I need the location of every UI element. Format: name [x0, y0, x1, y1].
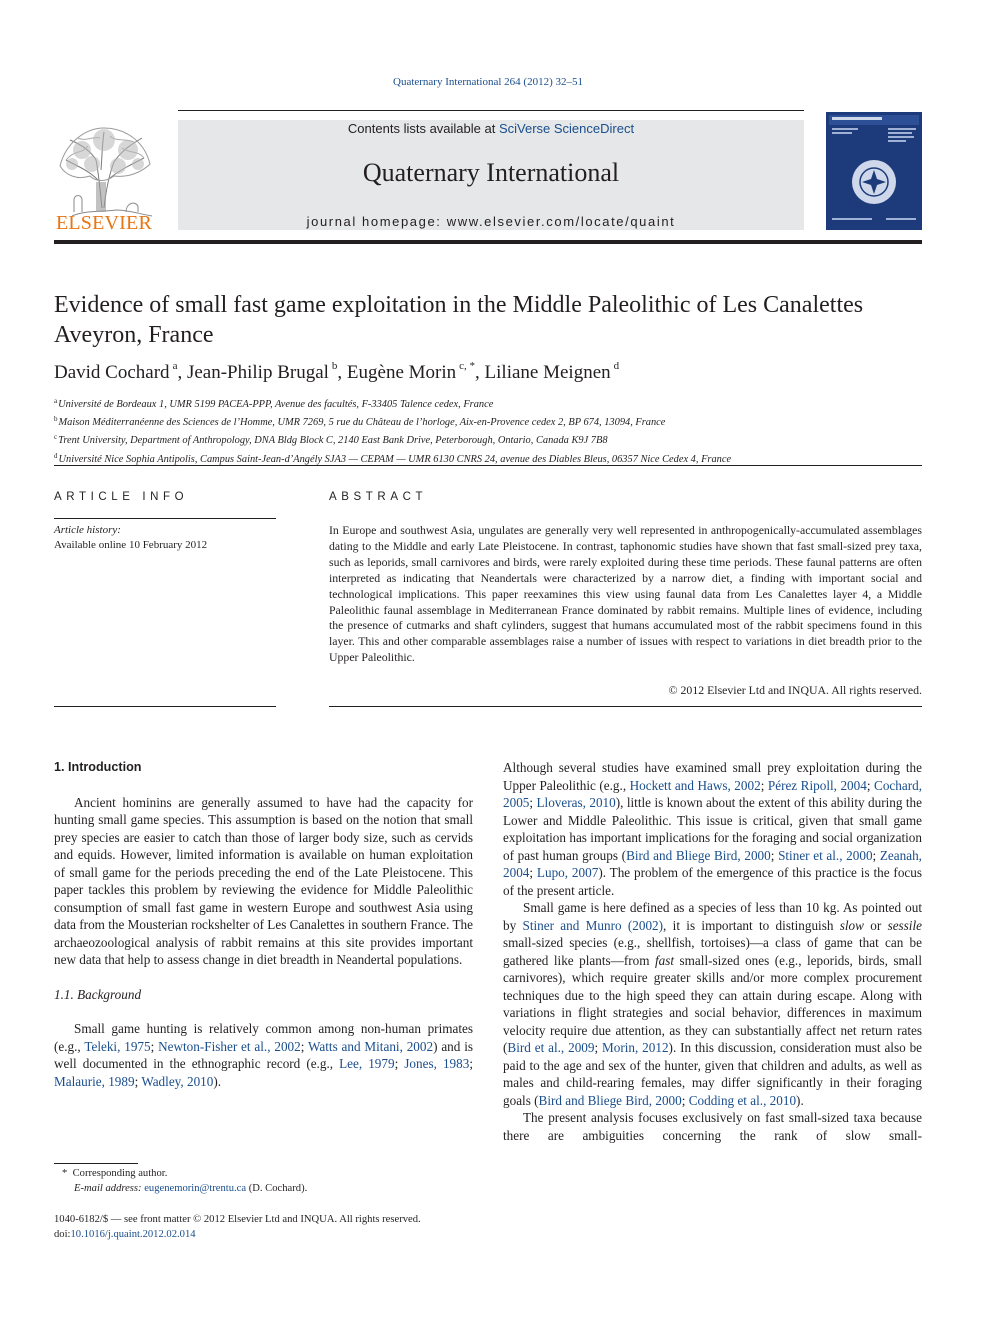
sciencedirect-link[interactable]: SciVerse ScienceDirect: [498, 121, 635, 136]
reference-link[interactable]: Codding et al., 2010: [688, 1092, 797, 1108]
copyright-line: © 2012 Elsevier Ltd and INQUA. All rights reserved.: [668, 683, 922, 697]
affiliation-mark[interactable]: b: [331, 360, 338, 372]
reference-link[interactable]: Hockett and Haws, 2002: [629, 777, 761, 793]
affiliation-mark[interactable]: c, *: [459, 360, 476, 372]
doi-link[interactable]: 10.1016/j.quaint.2012.02.014: [70, 1229, 196, 1240]
email-link[interactable]: eugenemorin@trentu.ca: [144, 1183, 247, 1194]
author-name[interactable]: David Cochard: [54, 362, 170, 383]
reference-link[interactable]: Stiner and Munro (2002): [522, 917, 664, 933]
reference-link[interactable]: Zeanah, 2004: [503, 847, 922, 880]
affiliation-text: Maison Méditerranéenne des Sciences de l’Homme, UMR 7269, 5 rue du Château de l’horloge, Aix-en-Provence cedex 2, BP 674, 13094, France: [58, 417, 666, 429]
reference-link[interactable]: Lloveras, 2010: [536, 795, 616, 810]
author-name[interactable]: Jean-Philip Brugal: [186, 362, 329, 383]
reference-link[interactable]: Lupo, 2007: [536, 865, 599, 880]
journal-name: Quaternary International: [362, 158, 620, 187]
contents-prefix: Contents lists available at: [347, 121, 499, 136]
corresponding-author-note: * Corresponding author.: [62, 1168, 168, 1179]
reference-link[interactable]: Cochard, 2005: [503, 777, 923, 810]
reference-link[interactable]: Watts and Mitani, 2002: [308, 1038, 434, 1054]
reference-link[interactable]: Lee, 1979: [339, 1056, 395, 1071]
body-column-right: [503, 759, 922, 1144]
affiliation-key: b: [54, 415, 58, 424]
affiliation-text: Université de Bordeaux 1, UMR 5199 PACEA-PPP, Avenue des facultés, F-33405 Talence cedex, France: [58, 399, 494, 410]
article-title: Evidence of small fast game exploitation in the Middle Paleolithic of Les Canalettes Aveyron, France: [54, 292, 864, 348]
body-paragraph: Although several studies have examined small prey exploitation during the Upper Paleolithic (e.g., Hockett and Haws, 2002; Pérez Ripoll, 2004; Cochard, 2005; Lloveras, 2010), little is known about the extent of this ability during the Lower and Middle Paleolithic. This issue is critical, given that small game exploitation has important implications for the foraging and social organization of past human groups (Bird and Bliege Bird, 2000; Stiner et al., 2000; Zeanah, 2004; Lupo, 2007). The problem of the emergence of this practice is the focus of the present article.: [503, 760, 923, 898]
email-note: E-mail address: eugenemorin@trentu.ca (D. Cochard).: [74, 1183, 308, 1194]
issn-line: 1040-6182/$ — see front matter © 2012 Elsevier Ltd and INQUA. All rights reserved.: [54, 1214, 421, 1225]
abstract-text: In Europe and southwest Asia, ungulates are generally very well represented in anthropogenically-accumulated assemblages dating to the Middle and early Late Pleistocene. In contrast, taphonomic studies have shown that fast small-sized prey taxa, such as leporids, small carnivores and birds, were rarely exploited during these time periods. These faunal patterns are often interpreted as indicating that Neandertals were characterized by a narrow diet, a finding with important social and technological implications. This paper reexamines this view using faunal data from Les Canalettes layer 4, a Middle Paleolithic faunal assemblage in Mediterranean France dominated by rabbit remains. Multiple lines of evidence, including the presence of cutmarks and shaft cylinders, suggest that humans accumulated most of the rabbit specimens found in this layer. This and other comparable assemblages raise a number of issues with respect to variations in diet breadth prior to the Upper Paleolithic.: [329, 523, 922, 665]
affiliation-text: Trent University, Department of Anthropology, DNA Bldg Block C, 2140 East Bank Drive, Peterborough, Ontario, Canada K9J 7B8: [58, 435, 608, 447]
journal-cover-thumbnail-icon: [826, 112, 922, 230]
reference-link[interactable]: Malaurie, 1989: [54, 1073, 135, 1089]
body-column-left: [54, 759, 473, 1090]
article-info-rule: [54, 518, 276, 519]
background-paragraph: Small game hunting is relatively common among non-human primates (e.g., Teleki, 1975; Newton-Fisher et al., 2002; Watts and Mitani, 2002) and is well documented in the ethnographic record (e.g., Lee, 1979; Jones, 1983; Malaurie, 1989; Wadley, 2010).: [54, 1021, 473, 1089]
article-history-label: Article history:: [54, 524, 121, 536]
article-info-bottom-rule: [54, 706, 276, 707]
author-name[interactable]: Liliane Meignen: [484, 362, 611, 383]
elsevier-wordmark: ELSEVIER: [55, 212, 153, 234]
reference-link[interactable]: Pérez Ripoll, 2004: [767, 777, 867, 793]
reference-link[interactable]: Bird and Bliege Bird, 2000: [626, 847, 771, 863]
author-name[interactable]: Eugène Morin: [346, 362, 457, 383]
body-paragraph: The present analysis focuses exclusively on fast small-sized taxa because there are ambiguities concerning the rank of slow small-: [503, 1110, 922, 1143]
article-history: [54, 523, 276, 553]
abstract-heading: ABSTRACT: [329, 491, 428, 503]
contents-line: [178, 121, 804, 136]
masthead-rule: [178, 110, 804, 111]
affiliation-mark[interactable]: a: [172, 360, 178, 372]
reference-link[interactable]: Wadley, 2010: [141, 1073, 214, 1089]
masthead-thick-rule: [54, 240, 922, 244]
journal-citation[interactable]: Quaternary International 264 (2012) 32–51: [393, 76, 583, 88]
journal-banner: [178, 120, 804, 230]
affiliation-item: [54, 394, 922, 412]
body-paragraph: Small game is here defined as a species of less than 10 kg. As pointed out by Stiner and Munro (2002), it is important to distinguish slow or sessile small-sized species (e.g., shellfish, tortoises)—a class of game that can be gathered like plants—from fast small-sized ones (e.g., leporids, birds, small carnivores), which require greater skills and/or more complex procurement techniques due to the high speed they can attain during escape. Along with variations in flight strategies and social behavior, differences in maximum velocity require due attention, as they can substantially affect net return rates (Bird et al., 2009; Morin, 2012). In this discussion, consideration must also be paid to the age and sex of the hunter, given that children and adults, as well as males and child-rearing females, may differ significantly in their foraging goals (Bird and Bliege Bird, 2000; Codding et al., 2010).: [503, 900, 923, 1108]
reference-link[interactable]: Newton-Fisher et al., 2002: [158, 1038, 301, 1054]
affiliation-mark[interactable]: d: [613, 360, 620, 372]
journal-homepage-link[interactable]: journal homepage: www.elsevier.com/locate/quaint: [306, 214, 676, 229]
doi-line: doi:10.1016/j.quaint.2012.02.014: [54, 1229, 196, 1240]
affiliation-list: [54, 394, 922, 467]
affiliation-key: d: [54, 451, 58, 460]
reference-link[interactable]: Morin, 2012: [602, 1040, 669, 1055]
affiliation-text: Université Nice Sophia Antipolis, Campus Saint-Jean-d’Angély SJA3 — CEPAM — UMR 6130 CNRS 24, avenue des Diables Bleus, 06357 Nice Cedex 4, France: [58, 453, 732, 465]
affiliation-key: a: [54, 397, 58, 405]
footnote-rule: [54, 1163, 138, 1164]
affiliation-rule: [54, 465, 922, 466]
affiliation-item: [54, 430, 922, 448]
author-list: David Cochard $^a$, Jean-Philip Brugal $^b$, Eugène Morin $^{c, *}$, Liliane Meignen $^d$: [54, 360, 620, 383]
available-online-date: Available online 10 February 2012: [54, 539, 208, 551]
abstract-bottom-rule: [329, 706, 922, 707]
introduction-paragraph: Ancient hominins are generally assumed to have had the capacity for hunting small game species. This assumption is based on the notion that small prey species are easier to catch than those of larger body size, such as cervids and equids. However, limited information is available on human exploitation of small game for the periods preceding the end of the Late Pleistocene. This paper tackles this problem by reviewing the evidence for Middle Paleolithic consumption of small fast game in western Europe and southwest Asia using data from the Mousterian rockshelter of Les Canalettes in southern France. The archaeozoological analysis of rabbit remains at this site provides important new data that help to assess change in diet breadth in Neandertal populations.: [54, 794, 473, 967]
section-heading-introduction: 1. Introduction: [54, 760, 142, 774]
reference-link[interactable]: Bird et al., 2009: [507, 1040, 595, 1055]
reference-link[interactable]: Stiner et al., 2000: [778, 847, 873, 863]
asterisk-mark: *: [62, 1168, 73, 1179]
subsection-heading-background: 1.1. Background: [54, 986, 142, 1002]
affiliation-key: c: [54, 433, 58, 442]
footnotes: [54, 1166, 484, 1196]
reference-link[interactable]: Jones, 1983: [404, 1056, 470, 1071]
affiliation-item: [54, 412, 922, 430]
article-info-heading: ARTICLE INFO: [54, 491, 189, 503]
reference-link[interactable]: Bird and Bliege Bird, 2000: [538, 1092, 682, 1108]
page-footer: [54, 1212, 494, 1242]
reference-link[interactable]: Teleki, 1975: [84, 1038, 151, 1054]
